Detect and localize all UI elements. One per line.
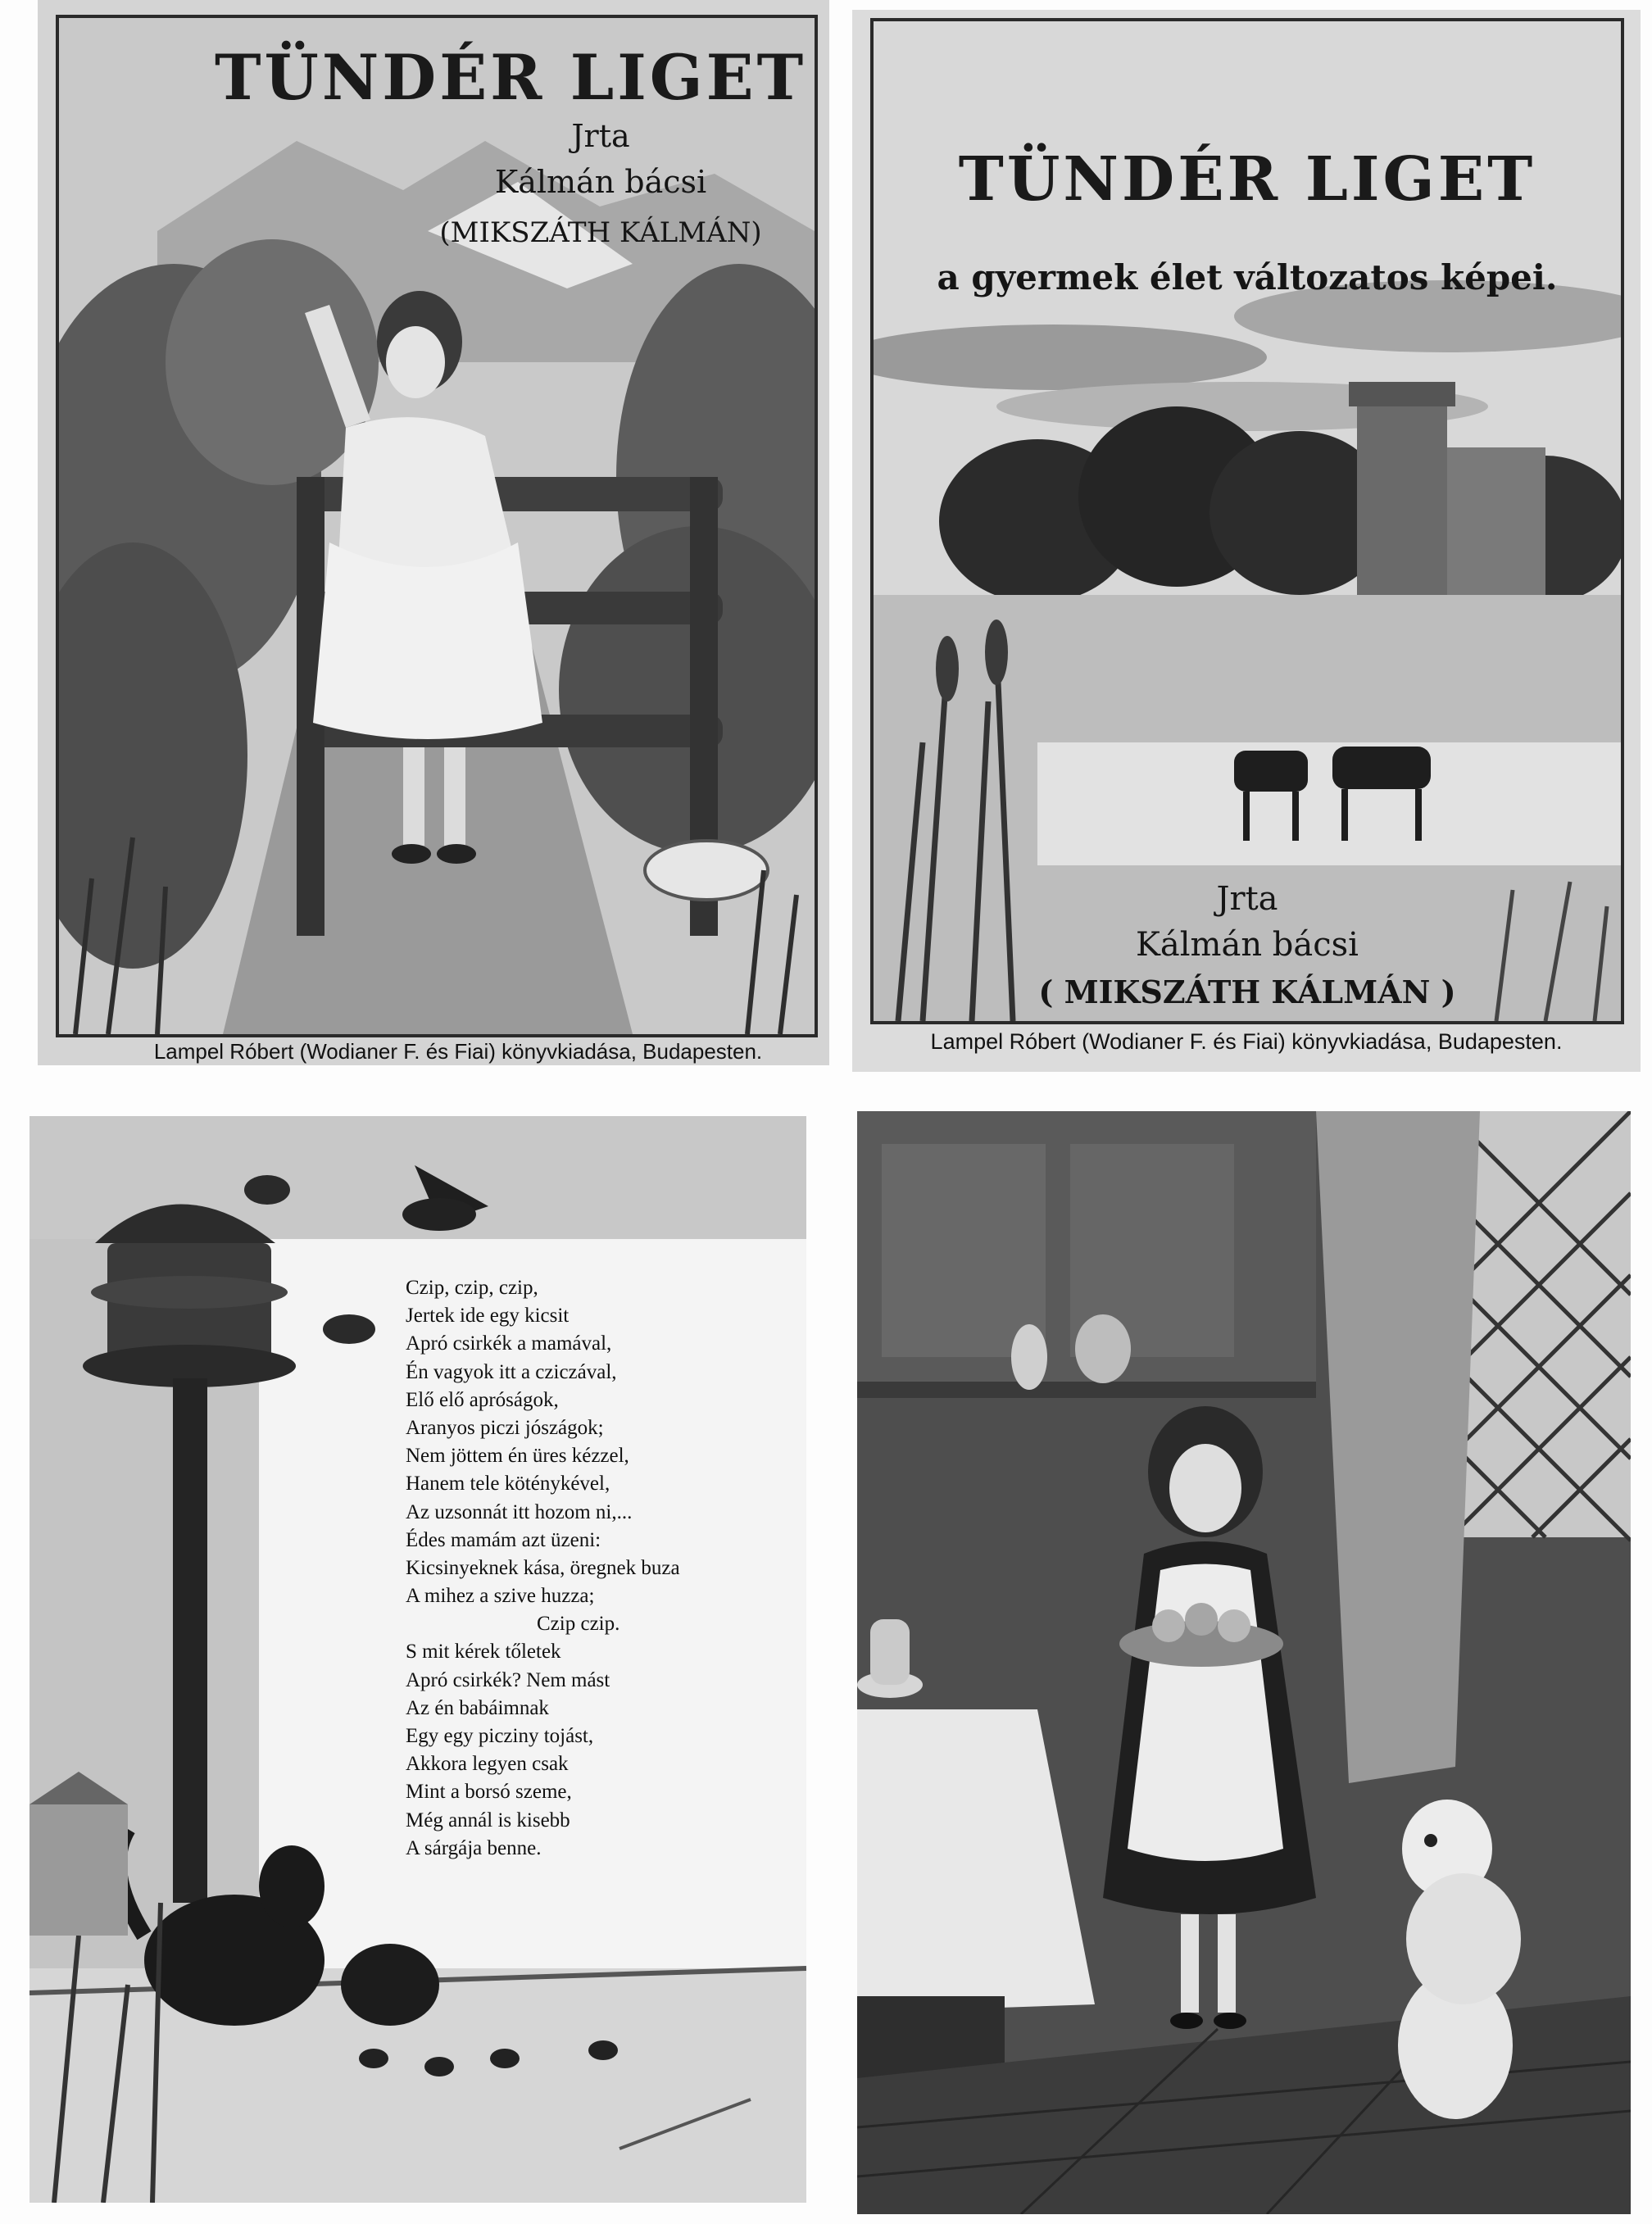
author-line-2: Kálmán bácsi xyxy=(494,164,707,200)
poem-line: Mint a borsó szeme, xyxy=(406,1781,572,1804)
publisher-caption: Lampel Róbert (Wodianer F. és Fiai) könyvkiadása, Budapesten. xyxy=(930,1029,1563,1054)
poem-line: A sárgája benne. xyxy=(406,1836,542,1859)
poem-line: Kicsinyeknek kása, öregnek buza xyxy=(406,1556,680,1579)
cover-title: TÜNDÉR LIGET xyxy=(958,144,1536,215)
poem-line: Hanem tele köténykével, xyxy=(406,1473,610,1496)
poem-line: S mit kérek tőletek xyxy=(406,1641,561,1663)
book-cover-right xyxy=(852,10,1641,1072)
book-cover-left xyxy=(38,0,829,1065)
poem-line: Elő elő apróságok, xyxy=(406,1388,559,1411)
poem-line: Nem jöttem én üres kézzel, xyxy=(406,1445,629,1468)
page-mark: — xyxy=(1219,2204,1231,2217)
author-line-3: ( MIKSZÁTH KÁLMÁN ) xyxy=(1038,974,1456,1010)
poem-line: Apró csirkék? Nem mást xyxy=(406,1668,610,1691)
cover-frame xyxy=(870,18,1624,1024)
poem-line: Czip czip. xyxy=(537,1613,620,1636)
author-line-3: (MIKSZÁTH KÁLMÁN) xyxy=(439,216,762,249)
author-line-1: Jrta xyxy=(1216,880,1278,918)
poem-line: Aranyos piczi jószágok; xyxy=(406,1416,604,1439)
poem-line: Édes mamám azt üzeni: xyxy=(406,1528,601,1551)
poem-line: A mihez a szive huzza; xyxy=(406,1585,595,1608)
poem-line: Még annál is kisebb xyxy=(406,1809,570,1831)
cover-frame xyxy=(56,15,818,1037)
girl-with-apples-and-dog-illustration xyxy=(857,1111,1631,2214)
poem-line: Én vagyok itt a cziczával, xyxy=(406,1360,617,1383)
cover-title: TÜNDÉR LIGET xyxy=(215,41,807,114)
poem-line: Akkora legyen csak xyxy=(406,1753,569,1776)
poem-text xyxy=(406,1274,791,1863)
cover-subtitle: a gyermek élet változatos képei. xyxy=(937,257,1558,297)
author-line-1: Jrta xyxy=(571,118,630,154)
poem-line: Apró csirkék a mamával, xyxy=(406,1332,612,1355)
poem-line: Egy egy picziny tojást, xyxy=(406,1725,594,1747)
poem-line: Jertek ide egy kicsit xyxy=(406,1305,570,1328)
poem-line: Az én babáimnak xyxy=(406,1696,549,1719)
interior-page xyxy=(857,1111,1631,2214)
poem-line: Az uzsonnát itt hozom ni,... xyxy=(406,1500,633,1523)
publisher-caption: Lampel Róbert (Wodianer F. és Fiai) könyvkiadása, Budapesten. xyxy=(153,1039,763,1064)
poem-line: Czip, czip, czip, xyxy=(406,1277,538,1299)
author-line-2: Kálmán bácsi xyxy=(1136,926,1359,964)
